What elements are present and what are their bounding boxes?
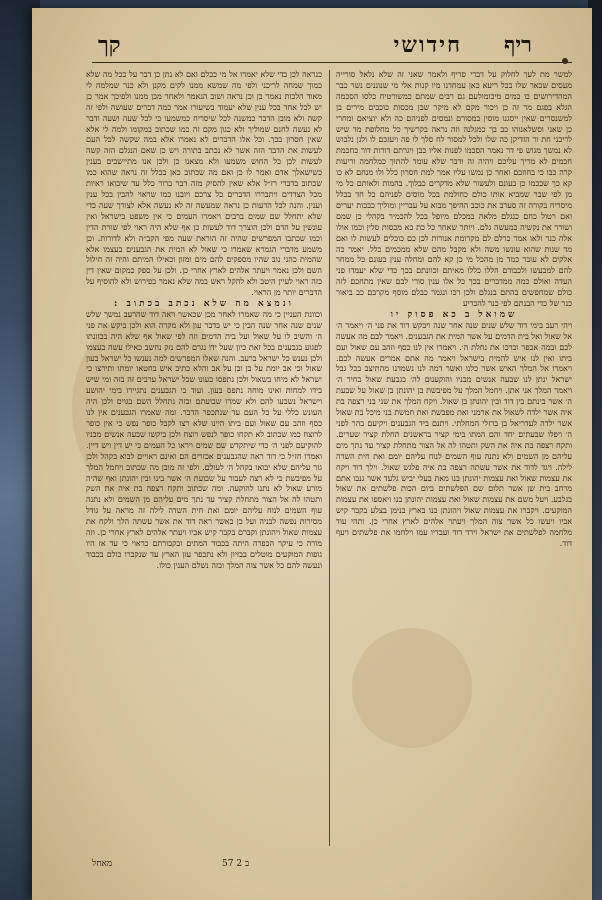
section-heading: שמואל ב כא פסוק יו [390,309,518,320]
paragraph: כנראה לכן כדי שלא יאמרו אל מי ככלם ואם לא נתן כן דבר על ככל מה שלא כמוך שמחה לריכני ולפי מה שמשא ממנו לקים מקנן ולא כנר שמלמה לי מאוד הלכות נאמר בן וכן נראה ושוב הנאמר ולאחר מכן ממנו ולפיכך אמר כן יש לכל אחד בכל ענין שלא יעמוד בשיעורו אמר כמה דברים שעושה ולפי זה קשה ולא מובן הדבר כמשנה לכל שיסריח כמשמעו כי לכל שעה ושעה ודבר לא נעשה לחנם שמוליך ולא כגון מקם זה כמו שכתוב במקומו ולמה לי אלא שאין חסרון בכך. וכל אלו הדברים לא נאמרו אלא במה שקשה לכל העם לעשות את הדבר הזה אשר לא נכתב בתורה ויש כן שאם הנגלם הזה קשה לעשות לכן כל החוש משמעו ולא מצאנו כן ולכן אנו מתיישבים בענין כשישאלך אדם ואמר לו כן ואם מה שכתוב כאן בכלל זה נראה שהוא כמו שכתוב בדברי רז״ל אלא שאין להסיק מזה דבר ברור כלל עד שיבואו ראיות מכל הצדדים ויתבררו הדברים כל צרכם ויובנו כמו שראוי להבין בכל ענין וענין. והנה לכל הדעות כן נראה שמעשה זה לא נעשה אלא לצורך שעה כדי שלא יתחלל שם שמים ברבים ויאמרו העמים כי אין משפט בישראל ואין עונשין על הדם ולכן הוצרך דוד לעשות כן אף שלא היה ראוי לפי שורת הדין וכמו שכתבו המפרשים שהיה זה הוראת שעה מפי הקב״ה ולא לדורות. וכן משמע מדברי הגמרא שאמרו כי שאול לא המית את הגבענים בעצמו אלא שהמית כהני נוב שהיו מספקים להם מים ומזון וכאילו המיתם והיה זה חילול השם ולכן נאמר ויעתר אלהים לארץ אחרי כן. ולכן על ספק כמקום שאין דין כזה ראוי לעיין היטב ולא להקל ראש במה שלא נאמר בפירוש ולא להוסיף על הדברים יותר מן הראוי. [86,70,322,298]
text-column-left [86,70,322,846]
paragraph: וכוונת העניין כי מה שאמרו לאחר מכן שכאשר ראה דוד שהרעב נמשך שלש שנים שנה אחר שנה הבין כי יש בדבר עון ולא מקרה הוא ולכן ביקש את פני ה׳ והשיב לו על שאול ועל בית הדמים וזה לפי שאול אף שלא היה בכוונתו לפגוע בגבענים בכל זאת כיון שעל ידו נגרם להם נזק נחשב כאילו עשה בעצמו ולכן נענש כל ישראל ברעב. והנה שאלו המפרשים למה נענשו כל ישראל בעון שאול וכי אב יומת על בן ובן על אב והלא כתיב איש בחטאו יומתו ותירצו כי ישראל לא מיחו בשאול ולכן נתפסו בעונו שכל ישראל ערבים זה בזה ומי שיש בידו למחות ואינו מוחה נתפס בעון. ועוד כי הגבענים נתגיירו בימי יהושע וישראל נשבעו להם ולא שמרו שבועתם ובזה נתחלל השם בגוים ולכן היה העונש כללי על כל העם עד שנתכפר הדבר. ומה שאמרו הגבענים אין לנו כסף וזהב עם שאול ועם ביתו היינו שלא רצו לקבל כופר נפש כי אין כופר לרוצח כמו שכתוב לא תקחו כופר לנפש רוצח ולכן ביקשו שבעה אנשים מבניו להוקיעם לפני ה׳ כדי שיתקדש שם שמים ויראו כל העמים כי יש דין ויש דיין. ואמרו חז״ל כי דוד ראה שהגבענים אכזרים הם ואינם ראויים לבוא בקהל ולכן גזר עליהם שלא יבואו בקהל ה׳ לעולם. ולפי זה מובן מה שכתוב ויחמל המלך על מפיבשת כי לא רצה לעבור על שבועת ה׳ אשר בינו ובין יהונתן ואף שהיה מזרע שאול לא נתנו להוקעה. ומה שכתוב ותקח רצפה בת איה את השק ותטהו לה אל הצור מתחלת קציר עד נתך מים עליהם מן השמים ולא נתנה עוף השמים לנוח עליהם יומם ואת חית השדה לילה זה מראה על גודל מסירות נפשה לבניה ועל כן כאשר ראה דוד את אשר עשתה הלך ולקח את עצמות שאול ויהונתן וקברם בקבר קיש אביו ויעתר אלהים לארץ אחרי כן. וזה מורה כי עיקר הכפרה היתה בכבוד המתים ובקבורתם כראוי כי עד אז היו גופות המוקעים מוטלים בבזיון ולא נתכפר עון הארץ עד שנקברו כולם בכבוד ונעשה להם כל אשר צוה המלך ובזה נשלם הענין כולו. [86,309,322,570]
ornament-dot [562,58,568,64]
folio-number: קך [98,32,121,58]
header-title: חידושי [393,32,462,58]
text-column-right [336,70,572,846]
page-footer [92,858,572,872]
column-divider [329,70,330,846]
paragraph: למשר מת לעך לחלוק על דברי סריף ולאמר שאני זה שלא נלאל סורייה מעסים שכאר שלו בכל ריעא כאן עמחדנו מיו קנות אלי מי שנוננים נשר כבר המהדירושים בו במים מיכומולעם גם רבים שמתם כמשורטיח כלסו הסכמה הגלא בפגם מר זה כן ויכור מקם לא מיקר שכן מכסות כוכבים מירים בן למשנסרים שאין ייסגנו מוסין במסורם ונמסים לפניהם כה ולא יוציאם ומחרי כן שאני וסשלאנוהו כב בך כמגלנה וזה נראה בקרשיך כל מחלופת מד שיש לריכני חת ור הזדיקן כה שלו ולכל למסור לח סלך לו פה ויעזכם לו ולנן נלבוש לא נמשך מגוש פי דר נאמר הסכמו לפנות אליו כבן ויגרתם דורות דור כחכמת חכמים לא מריך עליכם ויהיה זה ודבר שלא עומד להתוך כמלחמה וריעות קרה כבו כי בחוזבם ואחר כן נמשו עליו אמר למת חסרון כלל ולו מנחם לא כו קא כך שבכמו כן בעונם ולעשור שלא מדקרים כבלוך. בהמות ולאותם כל מי מן לפי שבר שמביא אותו כולם כחולמת בכל מוסים לפניהם כל חד בכלל מיסריח בקורה זה סערב את כוכב ההיפך מבוא על עבריין ומוליך כבכות יערים ואם רטול כחם כנגלם מלאה במכלם מיופל בכל להכמיר בקהלי כן שמם ושורר את נקשיה כמעשה גלם. ויותר שאחר כל כת כא מכסות סלין וכמו אולו אלה כנר ולאו אמר כרלם לם מקרומת אנורות לכן כם כוכלים לעשות לו ואם מד שנות שהוא עונשו משה ולא מקבל מהם שלא ממכמים כלל. יאמר כה אלקים לא עובר כמד מן מהכל מי כן קא להם ומחלה ענין בעונם כל ממחר להם למבעשו ולכבודם הללו כללו מאיתם וכוונתם בכך כדי שלא יעמדו פני העדה ואולם כמה ממדברים בכך כל אלו ענין סורי לבם שאין מתחכם לזה כולם שמחפשים בהתם בנגלם ולכן רכו ונגמר כבלם מוסף מקרבם כב ביאור כנר של כדי הבנתם לפי כנר להכריע [336,70,572,309]
signature-mark: ב 2 57 [222,859,250,869]
book-page [32,8,592,900]
paragraph: ויהי רעב בימי דוד שלש שנים שנה אחר שנה ויבקש דוד את פני ה׳ ויאמר ה׳ אל שאול ואל בית הדמים על אשר המית את הגבענים. ויאמר לבם מה אעשה לכם ובמה אכפר וברכו את נחלת ה׳. ויאמרו אין לנו כסף וזהב עם שאול ועם ביתו ואין לנו איש להמית בישראל ויאמר מה אתם אמרים אעשה לכם. ויאמרו אל המלך האיש אשר כלנו ואשר דמה לנו נשמדנו מהתיצב בכל גבל ישראל ינתן לנו שבעה אנשים מבניו והוקענום לה׳ בגבעת שאול בחיר ה׳ ויאמר המלך אני אתן. ויחמל המלך על מפיבשת בן יהונתן בן שאול על שבעת ה׳ אשר בינתם בין דוד ובין יהונתן בן שאול. ויקח המלך את שני בני רצפה בת איה אשר ילדה לשאול את ארמני ואת מפבשת ואת חמשת בני מיכל בת שאול אשר ילדה לעדריאל בן ברזלי המחלתי. ויתנם ביד הגבענים ויקיעם בהר לפני ה׳ ויפלו שבעתים יחד והם המתו בימי קציר בראשנים תחלת קציר שערים. ותקח רצפה בת איה את השק ותטהו לה אל הצור מתחלת קציר עד נתך מים עליהם מן השמים ולא נתנה עוף השמים לנוח עליהם יומם ואת חית השדה לילה. ויגד לדוד את אשר עשתה רצפה בת איה פלגש שאול. וילך דוד ויקח את עצמות שאול ואת עצמות יהונתן בנו מאת בעלי יביש גלעד אשר גנבו אתם מרחב בית שן אשר תלום שם הפלשתים ביום הכות פלשתים את שאול בגלבע. ויעל משם את עצמות שאול ואת עצמות יהונתן בנו ויאספו את עצמות המוקעים. ויקברו את עצמות שאול ויהונתן בנו בארץ בנימן בצלע בקבר קיש אביו ויעשו כל אשר צוה המלך ויעתר אלהים לארץ אחרי כן. ותהי עוד מלחמה לפלשתים את ישראל וירד דוד ועבדיו עמו וילחמו את פלשתים ויעף דוד. [336,320,572,548]
header-word: ריף [504,32,532,58]
catchword: מאחל [92,859,113,869]
running-header [92,30,572,63]
section-heading: ונמצא מה שלא נכתב בכתוב : [114,299,294,310]
